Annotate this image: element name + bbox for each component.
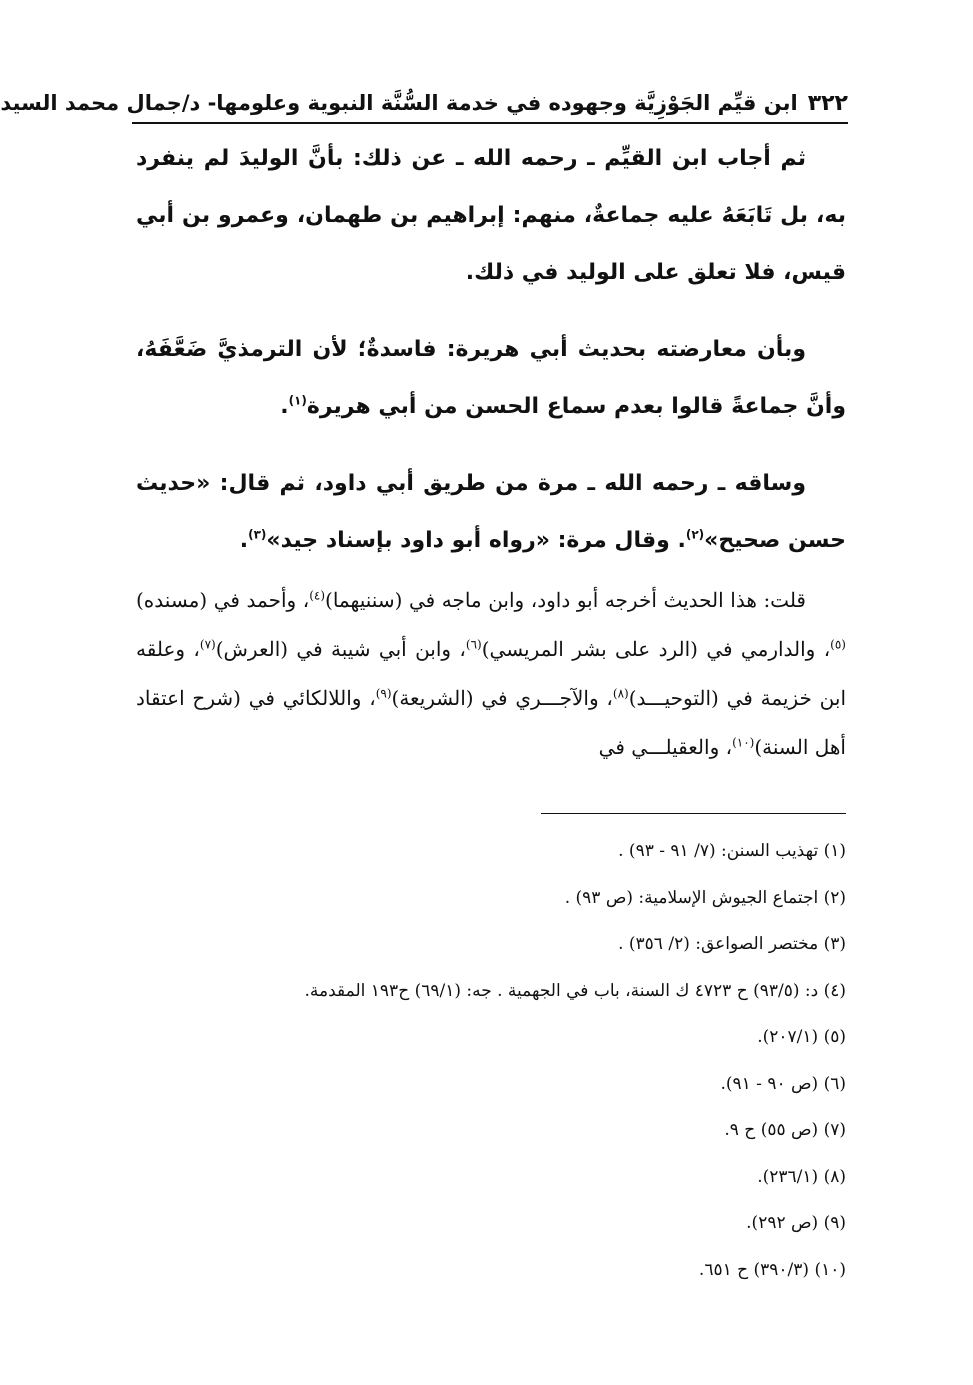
paragraph-4-part-f: ، والآجـــري في (الشريعة): [391, 686, 613, 710]
paragraph-4-part-g: ، واللالكائي في (شرح اعتقاد أهل السنة): [136, 686, 846, 759]
commentary-text: [136, 576, 846, 772]
footnote-ref-10[interactable]: (١٠): [732, 735, 755, 750]
footnote-ref-5[interactable]: (٥): [830, 637, 846, 652]
paragraph-3-part-b: . وقال مرة: «رواه أبو داود بإسناد جيد»: [266, 528, 686, 553]
footnote-ref-2[interactable]: (٢): [685, 527, 705, 542]
paragraph-4-part-a: قلت: هذا الحديث أخرجه أبو داود، وابن ماجه في (سننيهما): [325, 588, 806, 612]
footnote-ref-1[interactable]: (١): [288, 393, 307, 408]
paragraph-3: وساقه ـ رحمه الله ـ مرة من طريق أبي داود، ثم قال: «حديث حسن صحيح»$^{(٢)}$. وقال مرة: «رواه أبو داود بإسناد جيد»$^{(٣)}$.: [136, 471, 846, 553]
main-text: [136, 130, 846, 569]
footnote-9: (٩) (ص ٢٩٢).: [746, 1213, 846, 1233]
running-title: ابن قيِّم الجَوْزِيَّة وجهوده في خدمة السُّنَّة النبوية وعلومها- د/جمال محمد السيد: [0, 91, 798, 115]
footnote-6: (٦) (ص ٩٠ - ٩١).: [720, 1073, 846, 1094]
paragraph-4-part-b: ، وأحمد في (مسنده): [136, 588, 310, 612]
footnote-1: (١) تهذيب السنن: (٧/ ٩١ - ٩٣) .: [618, 841, 846, 861]
footnote-ref-4[interactable]: (٤): [309, 588, 326, 603]
paragraph-3-part-a: وساقه ـ رحمه الله ـ مرة من طريق أبي داود، ثم قال: «حديث حسن صحيح»: [136, 471, 846, 553]
paragraph-2: وبأن معارضته بحديث أبي هريرة: فاسدةٌ؛ لأن الترمذيَّ ضَعَّفَهُ، وأنَّ جماعةً قالوا بعدم سماع الحسن من أبي هريرة$^{(١)}$.: [136, 337, 846, 419]
footnote-ref-3[interactable]: (٣): [248, 527, 267, 542]
paragraph-4-part-d: ، وابن أبي شيبة في (العرش): [215, 637, 466, 661]
running-header: [0, 86, 848, 120]
paragraph-4-part-h: ، والعقيلـــي في: [598, 735, 733, 759]
footnote-2: (٢) اجتماع الجيوش الإسلامية: (ص ٩٣) .: [564, 887, 846, 908]
paragraph-2-text: وبأن معارضته بحديث أبي هريرة: فاسدةٌ؛ لأن الترمذيَّ ضَعَّفَهُ، وأنَّ جماعةً قالوا بعدم سماع الحسن من أبي هريرة: [136, 337, 846, 419]
paragraph-1: ثم أجاب ابن القيِّم ـ رحمه الله ـ عن ذلك: بأنَّ الوليدَ لم ينفرد به، بل تَابَعَهُ عليه جماعةٌ، منهم: إبراهيم بن طهمان، وعمرو بن أبي قيس، فلا تعلق على الوليد في ذلك.: [136, 146, 846, 285]
footnote-10: (١٠) (٣٩٠/٣) ح ٦٥١.: [698, 1259, 846, 1280]
page-number: ٣٢٢: [807, 90, 848, 116]
paragraph-4-part-c: ، والدارمي في (الرد على بشر المريسي): [481, 637, 831, 661]
footnote-3: (٣) مختصر الصواعق: (٢/ ٣٥٦) .: [618, 934, 846, 954]
footnote-7: (٧) (ص ٥٥) ح ٩.: [724, 1120, 846, 1140]
footnote-ref-9[interactable]: (٩): [375, 686, 392, 701]
footnotes: [124, 828, 846, 1293]
paragraph-4-part-e: ، وعلقه ابن خزيمة في (التوحيـــد): [136, 637, 846, 710]
footnote-8: (٨) (٢٣٦/١).: [757, 1166, 846, 1187]
header-rule: [132, 122, 848, 124]
footnote-ref-6[interactable]: (٦): [465, 637, 482, 652]
paragraph-4: [136, 576, 846, 772]
footnote-ref-8[interactable]: (٨): [612, 686, 629, 701]
footnote-4: (٤) د: (٩٣/٥) ح ٤٧٢٣ ك السنة، باب في الجهمية . جه: (٦٩/١) ح١٩٣ المقدمة.: [304, 980, 846, 1001]
footnote-ref-7[interactable]: (٧): [199, 637, 216, 652]
footnote-separator: [541, 813, 846, 814]
footnote-5: (٥) (٢٠٧/١).: [757, 1027, 846, 1047]
